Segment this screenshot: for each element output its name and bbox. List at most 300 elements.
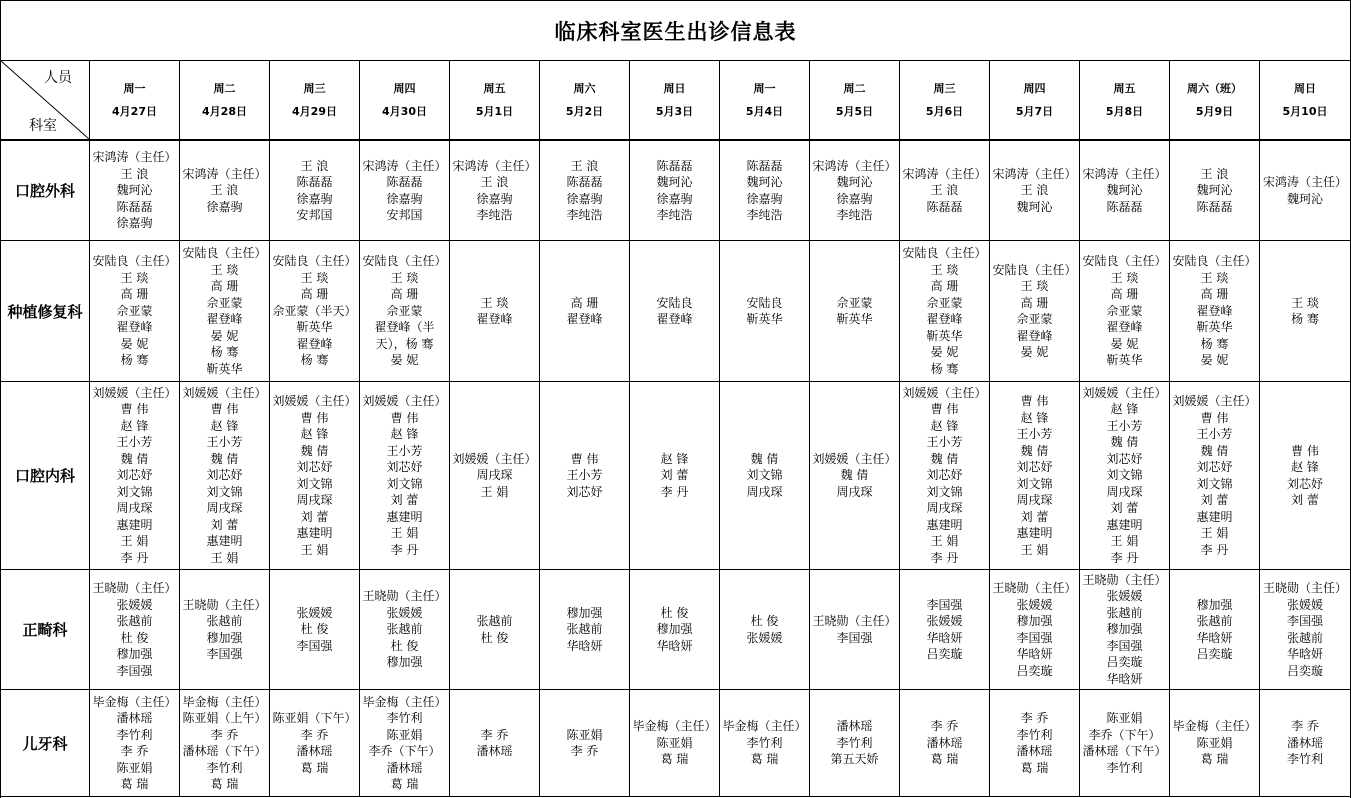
doctor-name: 毕金梅（主任） [92, 694, 177, 709]
doctor-name: 刘媛媛（主任） [272, 394, 357, 408]
doctor-name: 王晓勋（主任） [182, 597, 267, 612]
doctor-name: 陈磊磊 [116, 199, 153, 214]
doctor-name: 杜 俊 [300, 622, 329, 637]
doctor-name: 刘 蕾 [1291, 493, 1319, 507]
doctor-name: 李国强 [1106, 638, 1143, 653]
doctor-name: 刘 蕾 [1200, 493, 1229, 507]
doctor-name: 佘亚蒙 [926, 295, 963, 310]
doctor-name: 王小芳 [206, 435, 243, 450]
day-date: 5月2日 [565, 104, 604, 118]
doctor-name: 佘亚蒙 [116, 303, 153, 318]
doctor-name: 靳英华 [1196, 320, 1233, 335]
day-date: 5月10日 [1282, 104, 1328, 118]
doctor-name: 高 珊 [210, 279, 239, 293]
doctor-name: 李 丹 [1200, 542, 1229, 557]
schedule-cell [810, 241, 900, 382]
doctor-name: 佘亚蒙 [1106, 303, 1143, 318]
doctor-name: 刘文锦 [1106, 468, 1143, 483]
schedule-cell [1080, 690, 1170, 797]
schedule-cell [450, 241, 540, 382]
schedule-cell [180, 570, 270, 690]
doctor-name: 王小芳 [1196, 427, 1233, 441]
doctor-name: 安陆良（主任） [902, 246, 987, 260]
doctor-name: 曹 伟 [1291, 443, 1319, 458]
doctor-name: 王 娟 [1020, 542, 1049, 557]
doctor-name: 李 乔 [480, 727, 509, 742]
doctor-name: 潘林瑶（下午） [182, 744, 267, 758]
department-name: 种植修复科 [7, 302, 83, 321]
doctor-name: 安陆良（主任） [362, 254, 447, 269]
day-weekday: 周四 [1023, 81, 1046, 95]
doctor-name: 陈磊磊 [1106, 199, 1143, 214]
schedule-cell [810, 141, 900, 241]
doctor-name: 周戌琛 [926, 501, 963, 516]
doctor-name: 王晓勋（主任） [92, 581, 177, 595]
doctor-name: 李纯浩 [566, 208, 603, 222]
schedule-cell [720, 570, 810, 690]
doctor-name: 刘文锦 [746, 468, 783, 483]
doctor-name: 赵 锋 [1020, 410, 1049, 425]
department-cell [1, 241, 90, 382]
doctor-name: 潘林瑶（下午） [1082, 744, 1167, 758]
doctor-name: 赵 锋 [390, 427, 419, 441]
doctor-name: 李 丹 [1110, 550, 1139, 565]
doctor-name: 张越前 [1196, 614, 1233, 628]
schedule-cell [360, 690, 450, 797]
day-header-cell [630, 61, 720, 141]
doctor-name: 徐嘉驹 [566, 191, 603, 206]
doctor-name: 刘芯妤 [1016, 460, 1053, 474]
doctor-name: 刘芯妤 [296, 460, 333, 474]
doctor-name: 宋鸿涛（主任） [902, 166, 987, 181]
doctor-name: 王 琰 [1200, 270, 1229, 285]
day-header-cell [90, 61, 180, 141]
doctor-name: 周戌琛 [296, 493, 333, 507]
doctor-name: 周戌琛 [746, 484, 783, 499]
doctor-name: 杜 俊 [480, 630, 509, 645]
doctor-name: 靳英华 [1106, 353, 1143, 368]
doctor-name: 刘文锦 [1196, 476, 1233, 491]
doctor-name: 宋鸿涛（主任） [1262, 175, 1347, 189]
schedule-cell [180, 690, 270, 797]
day-weekday: 周三 [303, 81, 326, 95]
doctor-name: 魏珂沁 [656, 175, 693, 189]
doctor-name: 翟登峰 [926, 312, 963, 326]
doctor-name: 宋鸿涛（主任） [92, 150, 177, 165]
doctor-name: 华晗妍 [566, 638, 603, 653]
doctor-name: 惠建明 [386, 509, 423, 524]
department-name: 口腔内科 [14, 467, 75, 485]
doctor-name: 潘林瑶 [926, 735, 963, 750]
day-date: 4月30日 [382, 104, 427, 118]
schedule-cell [900, 241, 990, 382]
doctor-name: 魏 倩 [1110, 435, 1139, 450]
doctor-name: 李 乔 [210, 727, 239, 742]
doctor-name: 陈磊磊 [296, 175, 333, 189]
department-name: 口腔外科 [14, 182, 75, 200]
doctor-name: 赵 锋 [1110, 402, 1139, 417]
schedule-cell [360, 141, 450, 241]
doctor-name: 周戌琛 [1016, 493, 1053, 507]
doctor-name: 王 浪 [570, 158, 599, 173]
doctor-name: 陈亚娟 [386, 727, 423, 742]
doctor-name: 陈亚娟 [116, 760, 153, 775]
doctor-name: 翟登峰 [656, 312, 693, 326]
day-date: 5月3日 [655, 104, 694, 118]
doctor-name: 周戌琛 [1106, 484, 1143, 499]
doctor-name: 李国强 [206, 647, 243, 661]
doctor-name: 周戌琛 [836, 484, 873, 499]
doctor-name: 张媛媛 [116, 597, 153, 612]
doctor-name: 李竹利 [1016, 727, 1053, 742]
schedule-cell [90, 382, 180, 570]
doctor-name: 刘 蕾 [1110, 501, 1139, 516]
doctor-name: 安陆良（主任） [1082, 254, 1167, 269]
doctor-name: 曹 伟 [390, 410, 419, 425]
doctor-name: 王小芳 [566, 468, 603, 483]
doctor-name: 翟登峰（半 [374, 320, 435, 335]
doctor-name: 翟登峰 [1196, 303, 1233, 318]
department-cell [1, 690, 90, 797]
doctor-name: 曹 伟 [120, 402, 149, 417]
doctor-name: 安陆良（主任） [92, 254, 177, 269]
doctor-name: 翟登峰 [296, 336, 333, 351]
doctor-name: 周戌琛 [206, 501, 243, 516]
doctor-name: 王 浪 [1200, 166, 1229, 181]
doctor-name: 宋鸿涛（主任） [362, 158, 447, 173]
day-header-cell [1260, 61, 1350, 141]
doctor-name: 张媛媛 [1016, 597, 1053, 612]
schedule-cell [450, 141, 540, 241]
doctor-name: 刘媛媛（主任） [182, 385, 267, 400]
schedule-cell [270, 141, 360, 241]
doctor-name: 李纯浩 [836, 208, 873, 222]
doctor-name: 王 琰 [210, 262, 239, 277]
doctor-name: 潘林瑶 [1016, 744, 1053, 758]
doctor-name: 王晓勋（主任） [1082, 572, 1167, 587]
doctor-name: 杜 俊 [660, 605, 689, 620]
corner-label-staff: 人员 [44, 70, 72, 86]
doctor-name: 佘亚蒙 [206, 295, 243, 310]
doctor-name: 葛 瑞 [1020, 760, 1049, 775]
schedule-cell [630, 141, 720, 241]
schedule-cell [720, 690, 810, 797]
schedule-cell [540, 690, 630, 797]
doctor-name: 潘林瑶 [296, 744, 333, 758]
doctor-name: 杜 俊 [390, 638, 419, 653]
doctor-name: 刘文锦 [116, 484, 153, 499]
doctor-name: 晏 妮 [120, 336, 149, 351]
day-weekday: 周一 [123, 81, 146, 95]
schedule-cell [1170, 241, 1260, 382]
day-weekday: 周五 [483, 81, 506, 95]
doctor-name: 徐嘉驹 [386, 191, 423, 206]
schedule-cell [360, 570, 450, 690]
doctor-name: 王晓勋（主任） [1262, 581, 1347, 595]
doctor-name: 张越前 [1106, 605, 1143, 620]
day-header-cell [990, 61, 1080, 141]
doctor-name: 张媛媛 [746, 630, 783, 645]
doctor-name: 王 娟 [480, 484, 509, 499]
schedule-cell [990, 382, 1080, 570]
doctor-name: 徐嘉驹 [296, 191, 333, 206]
doctor-name: 李 丹 [660, 484, 689, 499]
doctor-name: 惠建明 [1106, 517, 1143, 532]
doctor-name: 徐嘉驹 [476, 191, 513, 206]
doctor-name: 晏 妮 [1020, 345, 1049, 359]
day-weekday: 周六 [573, 81, 596, 95]
doctor-name: 魏珂沁 [746, 175, 783, 189]
doctor-name: 刘媛媛（主任） [92, 385, 177, 400]
schedule-cell [270, 690, 360, 797]
schedule-cell [1080, 141, 1170, 241]
doctor-name: 李 乔 [300, 727, 329, 742]
schedule-cell [360, 382, 450, 570]
doctor-name: 高 珊 [390, 287, 419, 302]
doctor-name: 刘 蕾 [300, 509, 329, 524]
doctor-name: 第五天娇 [830, 752, 879, 767]
doctor-name: 曹 伟 [300, 410, 329, 425]
doctor-name: 华晗妍 [1106, 671, 1143, 686]
doctor-name: 潘林瑶 [836, 719, 873, 734]
doctor-name: 李竹利 [1106, 760, 1143, 775]
doctor-name: 王晓勋（主任） [812, 614, 897, 628]
doctor-name: 华晗妍 [1196, 630, 1233, 645]
doctor-name: 高 珊 [1200, 287, 1229, 302]
doctor-name: 刘 蕾 [390, 493, 419, 507]
doctor-name: 穆加强 [566, 605, 603, 620]
doctor-name: 魏 倩 [210, 451, 239, 466]
doctor-name: 王 琰 [1020, 279, 1049, 293]
doctor-name: 晏 妮 [1110, 336, 1139, 351]
doctor-name: 王 浪 [930, 183, 959, 198]
doctor-name: 张越前 [1286, 630, 1323, 645]
schedule-cell [900, 570, 990, 690]
doctor-name: 魏珂沁 [1196, 183, 1233, 198]
doctor-name: 华晗妍 [1286, 647, 1323, 661]
doctor-name: 刘文锦 [296, 476, 333, 491]
doctor-name: 张媛媛 [1106, 589, 1143, 604]
doctor-name: 李 乔 [120, 744, 149, 758]
day-header-cell [900, 61, 990, 141]
doctor-name: 靳英华 [206, 361, 243, 376]
doctor-name: 王 娟 [1200, 526, 1229, 540]
doctor-name: 惠建明 [296, 526, 333, 540]
doctor-name: 魏 倩 [1020, 443, 1049, 458]
doctor-name: 刘芯妤 [206, 468, 243, 483]
doctor-name: 高 珊 [1110, 287, 1139, 302]
schedule-cell [180, 241, 270, 382]
doctor-name: 陈磊磊 [926, 199, 963, 214]
schedule-cell [90, 241, 180, 382]
schedule-cell [990, 141, 1080, 241]
doctor-name: 陈磊磊 [566, 175, 603, 189]
doctor-name: 惠建明 [1196, 509, 1233, 524]
doctor-name: 曹 伟 [1200, 410, 1229, 425]
doctor-name: 晏 妮 [210, 328, 239, 343]
doctor-name: 毕金梅（主任） [722, 719, 807, 734]
doctor-name: 刘媛媛（主任） [902, 385, 987, 400]
doctor-name: 晏 妮 [390, 353, 419, 368]
doctor-name: 刘 蕾 [660, 468, 689, 483]
schedule-cell [990, 570, 1080, 690]
doctor-name: 张越前 [566, 622, 603, 637]
doctor-name: 佘亚蒙（半天） [272, 303, 357, 318]
doctor-name: 刘媛媛（主任） [1172, 394, 1257, 408]
doctor-name: 王小芳 [116, 435, 153, 450]
doctor-name: 李纯浩 [656, 208, 693, 222]
doctor-name: 徐嘉驹 [656, 191, 693, 206]
doctor-name: 吕奕璇 [1016, 663, 1053, 678]
doctor-name: 李 乔 [570, 744, 599, 758]
schedule-cell [360, 241, 450, 382]
schedule-cell [720, 241, 810, 382]
doctor-name: 徐嘉驹 [206, 199, 243, 214]
doctor-name: 徐嘉驹 [746, 191, 783, 206]
schedule-cell [90, 570, 180, 690]
doctor-name: 李纯浩 [476, 208, 513, 222]
doctor-name: 李纯浩 [746, 208, 783, 222]
doctor-name: 王 琰 [390, 270, 419, 285]
doctor-name: 穆加强 [206, 630, 243, 645]
doctor-name: 宋鸿涛（主任） [812, 158, 897, 173]
doctor-name: 葛 瑞 [390, 777, 419, 791]
doctor-name: 高 珊 [1020, 295, 1049, 310]
doctor-name: 魏珂沁 [1016, 199, 1053, 214]
doctor-name: 王 琰 [300, 270, 329, 285]
doctor-name: 王 琰 [930, 262, 959, 277]
doctor-name: 宋鸿涛（主任） [1082, 166, 1167, 181]
doctor-name: 安陆良（主任） [182, 246, 267, 260]
schedule-cell [900, 382, 990, 570]
doctor-name: 穆加强 [116, 647, 153, 661]
doctor-name: 李 乔 [930, 719, 959, 734]
schedule-cell [630, 382, 720, 570]
day-date: 4月28日 [202, 104, 247, 118]
doctor-name: 高 珊 [570, 295, 599, 310]
doctor-name: 杨 骞 [1200, 336, 1229, 351]
doctor-name: 杨 骞 [930, 361, 959, 376]
doctor-name: 杨 骞 [1291, 312, 1319, 326]
doctor-name: 惠建明 [926, 517, 963, 532]
doctor-name: 葛 瑞 [300, 760, 329, 775]
doctor-name: 曹 伟 [210, 402, 239, 417]
doctor-name: 王 娟 [300, 542, 329, 557]
schedule-cell [270, 382, 360, 570]
doctor-name: 刘 蕾 [210, 517, 239, 532]
doctor-name: 张越前 [116, 614, 153, 628]
day-date: 5月6日 [925, 104, 964, 118]
doctor-name: 靳英华 [836, 312, 873, 326]
doctor-name: 李 丹 [120, 550, 149, 565]
schedule-cell [1170, 141, 1260, 241]
doctor-name: 曹 伟 [930, 402, 959, 417]
doctor-name: 王 娟 [390, 526, 419, 540]
doctor-name: 吕奕璇 [926, 647, 963, 661]
schedule-cell [540, 141, 630, 241]
doctor-name: 魏 倩 [300, 443, 329, 458]
schedule-cell [720, 141, 810, 241]
doctor-name: 李竹利 [116, 727, 153, 742]
doctor-name: 魏珂沁 [1286, 191, 1323, 206]
doctor-name: 葛 瑞 [930, 752, 959, 767]
doctor-name: 陈磊磊 [1196, 199, 1233, 214]
schedule-cell [1080, 241, 1170, 382]
doctor-name: 佘亚蒙 [1016, 312, 1053, 326]
schedule-cell [1170, 382, 1260, 570]
doctor-name: 王 琰 [120, 270, 149, 285]
doctor-name: 毕金梅（主任） [182, 694, 267, 709]
doctor-name: 陈亚娟 [1106, 711, 1143, 725]
doctor-name: 安邦国 [296, 208, 333, 222]
schedule-cell [630, 241, 720, 382]
day-weekday: 周四 [393, 81, 416, 95]
doctor-name: 张媛媛 [296, 605, 333, 620]
doctor-name: 王晓勋（主任） [362, 589, 447, 604]
doctor-name: 潘林瑶 [116, 711, 153, 725]
day-header-cell [720, 61, 810, 141]
doctor-name: 王 娟 [930, 534, 959, 549]
doctor-name: 李国强 [116, 663, 153, 678]
page-title: 临床科室医生出诊信息表 [1, 1, 1350, 61]
department-name: 儿牙科 [22, 734, 68, 753]
doctor-name: 王 娟 [1110, 534, 1139, 549]
schedule-cell [450, 690, 540, 797]
doctor-name: 李竹利 [386, 711, 423, 725]
doctor-name: 吕奕璇 [1106, 655, 1143, 670]
doctor-name: 魏 倩 [750, 451, 779, 466]
doctor-name: 李 丹 [390, 542, 419, 557]
doctor-name: 翟登峰 [566, 312, 603, 326]
doctor-name: 潘林瑶 [386, 760, 423, 775]
schedule-cell [180, 141, 270, 241]
doctor-name: 陈亚娟（下午） [272, 711, 357, 725]
doctor-name: 陈亚娟（上午） [182, 711, 267, 725]
doctor-name: 张媛媛 [386, 605, 423, 620]
schedule-cell [1260, 141, 1350, 241]
doctor-name: 周戌琛 [476, 468, 513, 483]
doctor-name: 赵 锋 [660, 451, 689, 466]
doctor-name: 杨 骞 [120, 353, 149, 368]
day-header-cell [1080, 61, 1170, 141]
doctor-name: 翟登峰 [1106, 320, 1143, 335]
doctor-name: 吕奕璇 [1196, 647, 1233, 661]
doctor-name: 杜 俊 [750, 614, 779, 628]
doctor-name: 王 浪 [480, 175, 509, 189]
doctor-name: 王 浪 [1020, 183, 1049, 198]
day-date: 4月27日 [112, 104, 157, 118]
doctor-name: 穆加强 [1196, 597, 1233, 612]
doctor-name: 李国强 [926, 597, 963, 612]
doctor-name: 王小芳 [926, 435, 963, 450]
doctor-name: 毕金梅（主任） [632, 719, 717, 734]
doctor-name: 赵 锋 [300, 427, 329, 441]
schedule-cell [1260, 382, 1350, 570]
doctor-name: 陈亚娟 [656, 735, 693, 750]
day-date: 5月1日 [475, 104, 514, 118]
day-weekday: 周五 [1113, 81, 1136, 95]
doctor-name: 王 琰 [480, 295, 509, 310]
day-date: 5月7日 [1015, 104, 1054, 118]
doctor-name: 魏 倩 [120, 451, 149, 466]
schedule-grid [1, 61, 1350, 797]
doctor-name: 李竹利 [746, 735, 783, 750]
doctor-name: 翟登峰 [1016, 328, 1053, 343]
department-cell [1, 570, 90, 690]
doctor-name: 惠建明 [116, 517, 153, 532]
doctor-name: 葛 瑞 [1200, 752, 1229, 767]
doctor-name: 葛 瑞 [750, 752, 779, 767]
